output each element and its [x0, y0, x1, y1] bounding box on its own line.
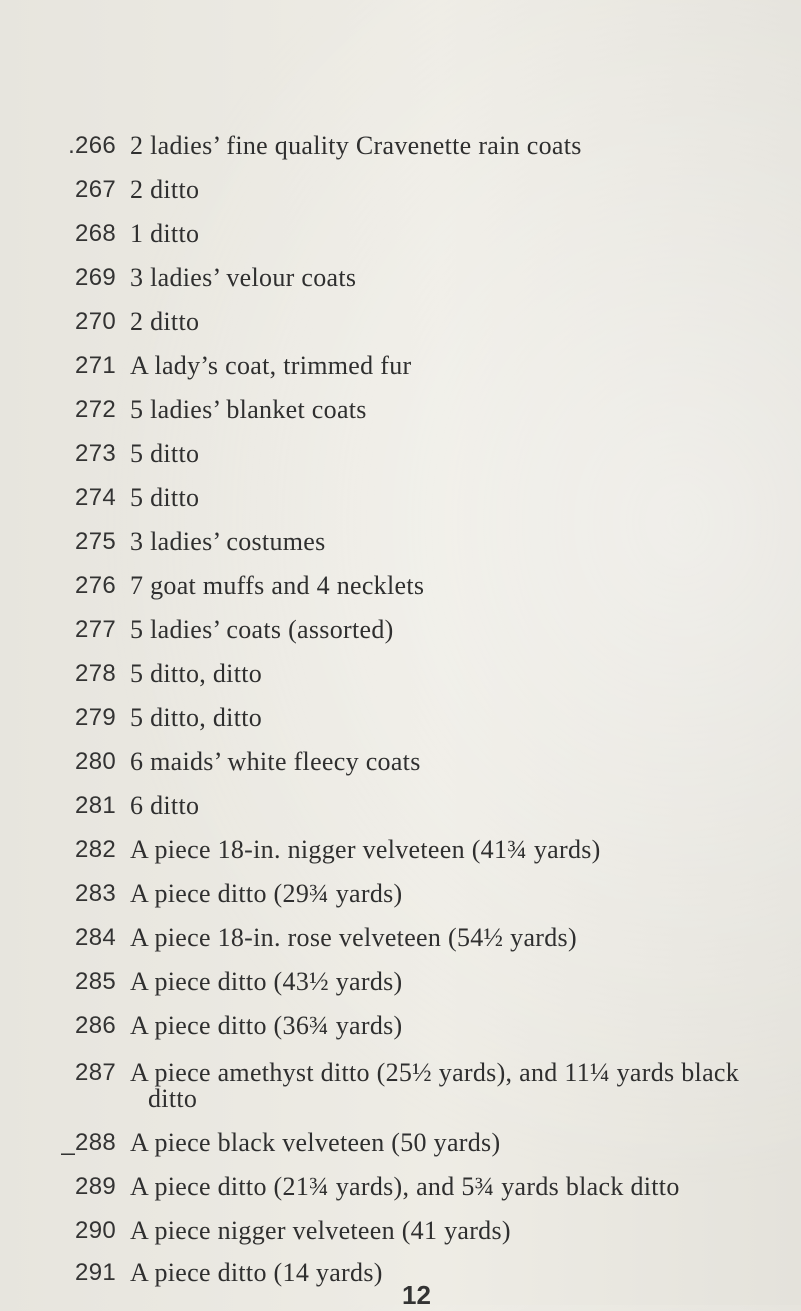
lot-description: 7 goat muffs and 4 necklets [130, 571, 425, 600]
lot-number: 287 [75, 1059, 116, 1086]
lot-description: 5 ditto [130, 439, 200, 468]
lot-description: 2 ditto [130, 307, 200, 336]
lot-number: 291 [75, 1259, 116, 1286]
lot-number: 271 [75, 352, 116, 379]
lot-description: 5 ditto [130, 483, 200, 512]
lot-description: 5 ladies’ blanket coats [130, 395, 367, 424]
lot-number: 274 [75, 484, 116, 511]
lot-number: 289 [75, 1173, 116, 1200]
lot-number: 275 [75, 528, 116, 555]
lot-number: .266 [68, 132, 116, 159]
lot-number: 282 [75, 836, 116, 863]
lot-number: 279 [75, 704, 116, 731]
lot-number: 284 [75, 924, 116, 951]
lot-number: 281 [75, 792, 116, 819]
lot-description: A piece 18-in. rose velveteen (54½ yards) [130, 923, 577, 952]
lot-number: 273 [75, 440, 116, 467]
lot-number: 270 [75, 308, 116, 335]
lot-number: 290 [75, 1217, 116, 1244]
lot-number: 278 [75, 660, 116, 687]
lot-description: 5 ladies’ coats (assorted) [130, 615, 394, 644]
lot-number: 269 [75, 264, 116, 291]
lot-description: A piece ditto (14 yards) [130, 1258, 383, 1287]
lot-description: 5 ditto, ditto [130, 659, 263, 688]
lot-number: 268 [75, 220, 116, 247]
lot-description: A piece ditto (29¾ yards) [130, 879, 403, 908]
lot-number: 267 [75, 176, 116, 203]
lot-number: 280 [75, 748, 116, 775]
lot-description: 2 ladies’ fine quality Cravenette rain coats [130, 131, 582, 160]
lot-description: A lady’s coat, trimmed fur [130, 351, 412, 380]
lot-description: A piece black velveteen (50 yards) [130, 1128, 501, 1157]
lot-description: A piece amethyst ditto (25½ yards), and 11¼ yards black [130, 1058, 740, 1087]
lot-description: A piece 18-in. nigger velveteen (41¾ yards) [130, 835, 601, 864]
lot-number: 276 [75, 572, 116, 599]
lot-description: 3 ladies’ velour coats [130, 263, 357, 292]
lot-description: 3 ladies’ costumes [130, 527, 326, 556]
lot-description: 6 maids’ white fleecy coats [130, 747, 421, 776]
page-number: 12 [402, 1280, 431, 1310]
lot-description-continuation: ditto [148, 1084, 198, 1113]
lot-description: A piece ditto (21¾ yards), and 5¾ yards black ditto [130, 1172, 680, 1201]
lot-number: 277 [75, 616, 116, 643]
lot-description: 2 ditto [130, 175, 200, 204]
lot-number: 283 [75, 880, 116, 907]
lot-description: A piece ditto (36¾ yards) [130, 1011, 403, 1040]
lot-description: A piece nigger velveteen (41 yards) [130, 1216, 511, 1245]
lot-number: 285 [75, 968, 116, 995]
lot-description: 5 ditto, ditto [130, 703, 263, 732]
lot-description: A piece ditto (43½ yards) [130, 967, 403, 996]
lot-number: _288 [61, 1129, 116, 1156]
lot-number: 286 [75, 1012, 116, 1039]
lot-description: 6 ditto [130, 791, 200, 820]
lot-description: 1 ditto [130, 219, 200, 248]
lot-number: 272 [75, 396, 116, 423]
